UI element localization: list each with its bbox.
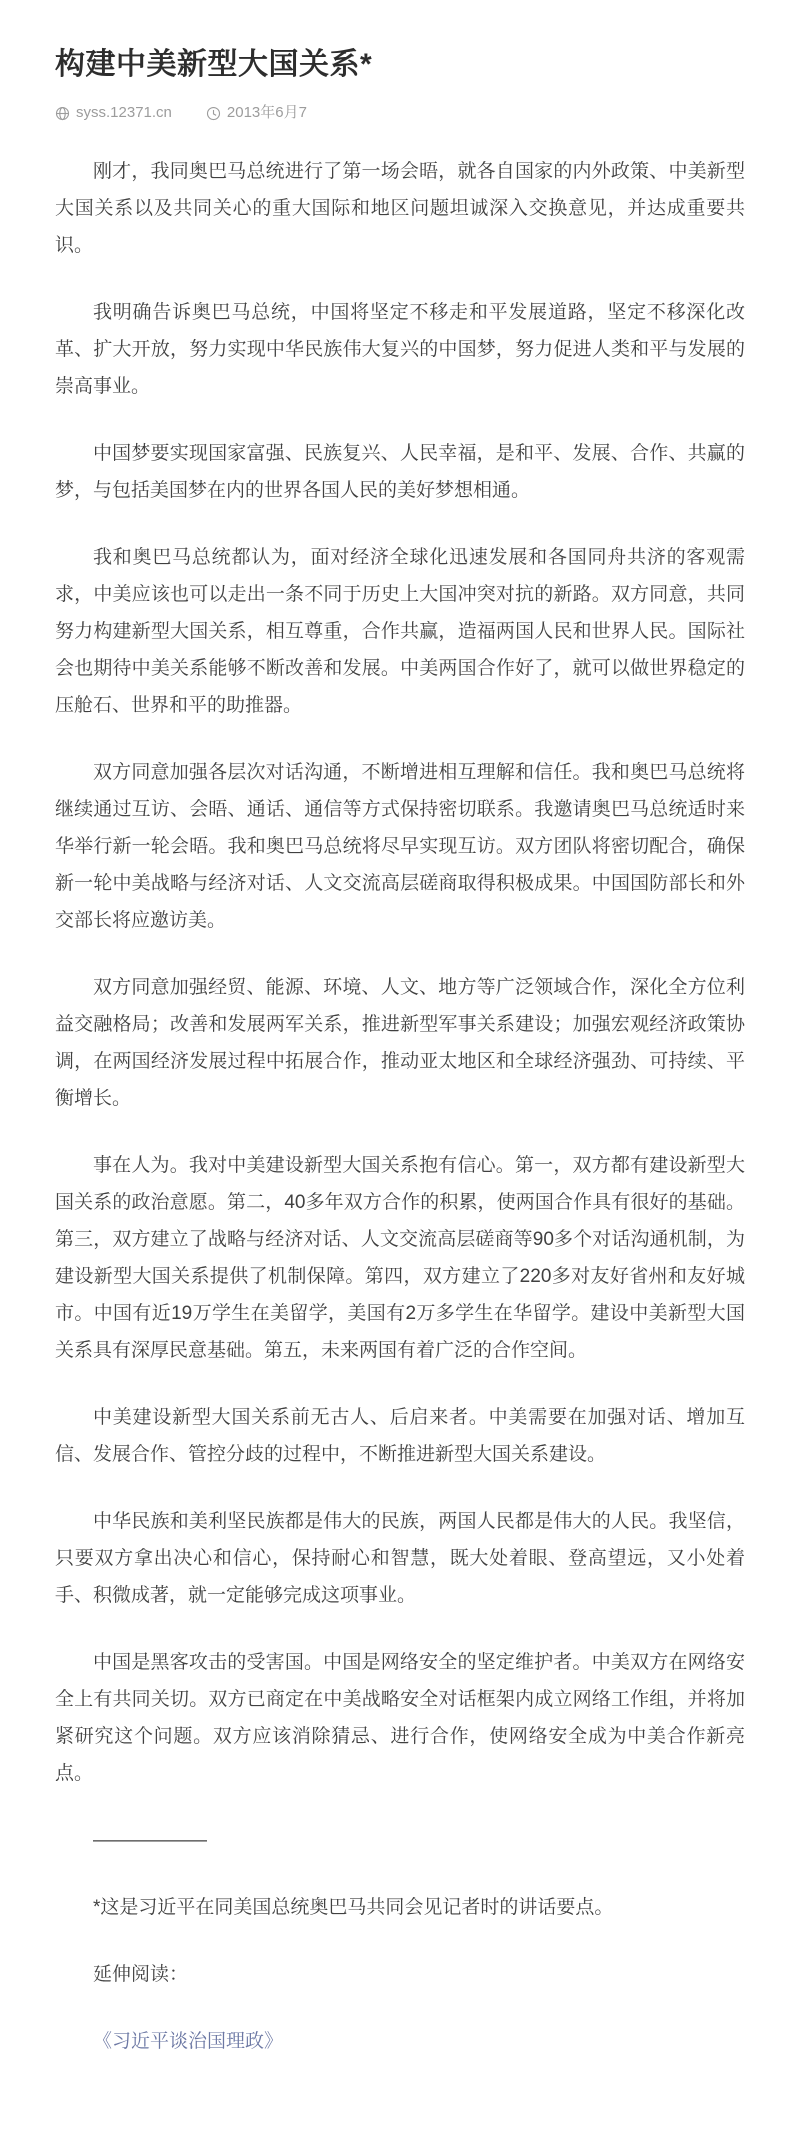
paragraph: 我和奥巴马总统都认为，面对经济全球化迅速发展和各国同舟共济的客观需求，中美应该也可以走出一条不同于历史上大国冲突对抗的新路。双方同意，共同努力构建新型大国关系，相互尊重，合作共赢，造福两国人民和世界人民。国际社会也期待中美关系能够不断改善和发展。中美两国合作好了，就可以做世界稳定的压舱石、世界和平的助推器。 [55,547,745,716]
extended-reading-label: 延伸阅读： [93,1964,189,1985]
clock-icon [206,106,221,121]
paragraph: 中华民族和美利坚民族都是伟大的民族，两国人民都是伟大的人民。我坚信，只要双方拿出决心和信心，保持耐心和智慧，既大处着眼、登高望远，又小处着手、积微成著，就一定能够完成这项事业。 [55,1511,745,1606]
article-meta [55,103,745,123]
page-title: 构建中美新型大国关系* [55,48,373,81]
paragraph: 双方同意加强经贸、能源、环境、人文、地方等广泛领域合作，深化全方位利益交融格局；改善和发展两军关系，推进新型军事关系建设；加强宏观经济政策协调，在两国经济发展过程中拓展合作，推动亚太地区和全球经济强劲、可持续、平衡增长。 [55,977,745,1109]
extended-reading-item [55,2023,745,2060]
date-label: 2013年6月7 [226,104,307,121]
article-footer [55,1822,745,2060]
source-meta [55,103,172,123]
footnote-divider: —————— [93,1830,207,1851]
paragraph: 中美建设新型大国关系前无古人、后启来者。中美需要在加强对话、增加互信、发展合作、管控分歧的过程中，不断推进新型大国关系建设。 [55,1407,745,1465]
paragraph: 刚才，我同奥巴马总统进行了第一场会晤，就各自国家的内外政策、中美新型大国关系以及共同关心的重大国际和地区问题坦诚深入交换意见，并达成重要共识。 [55,161,745,256]
paragraph: 事在人为。我对中美建设新型大国关系抱有信心。第一，双方都有建设新型大国关系的政治意愿。第二，40多年双方合作的积累，使两国合作具有很好的基础。第三，双方建立了战略与经济对话、人文交流高层磋商等90多个对话沟通机制，为建设新型大国关系提供了机制保障。第四，双方建立了220多对友好省州和友好城市。中国有近19万学生在美留学，美国有2万多学生在华留学。建设中美新型大国关系具有深厚民意基础。第五，未来两国有着广泛的合作空间。 [55,1155,745,1361]
date-meta [206,103,307,123]
paragraph: 中国梦要实现国家富强、民族复兴、人民幸福，是和平、发展、合作、共赢的梦，与包括美国梦在内的世界各国人民的美好梦想相通。 [55,443,745,501]
extended-reading-link[interactable]: 《习近平谈治国理政》 [93,2031,284,2052]
paragraph: 双方同意加强各层次对话沟通，不断增进相互理解和信任。我和奥巴马总统将继续通过互访、会晤、通话、通信等方式保持密切联系。我邀请奥巴马总统适时来华举行新一轮会晤。我和奥巴马总统将尽早实现互访。双方团队将密切配合，确保新一轮中美战略与经济对话、人文交流高层磋商取得积极成果。中国国防部长和外交部长将应邀访美。 [55,762,745,931]
globe-icon [55,106,70,121]
paragraph: 中国是黑客攻击的受害国。中国是网络安全的坚定维护者。中美双方在网络安全上有共同关切。双方已商定在中美战略安全对话框架内成立网络工作组，并将加紧研究这个问题。双方应该消除猜忌、进行合作，使网络安全成为中美合作新亮点。 [55,1652,745,1784]
article-body [55,153,745,1792]
paragraph: 我明确告诉奥巴马总统，中国将坚定不移走和平发展道路，坚定不移深化改革、扩大开放，努力实现中华民族伟大复兴的中国梦，努力促进人类和平与发展的崇高事业。 [55,302,745,397]
footnote-text: *这是习近平在同美国总统奥巴马共同会见记者时的讲话要点。 [93,1897,614,1918]
source-label: syss.12371.cn [76,104,172,121]
